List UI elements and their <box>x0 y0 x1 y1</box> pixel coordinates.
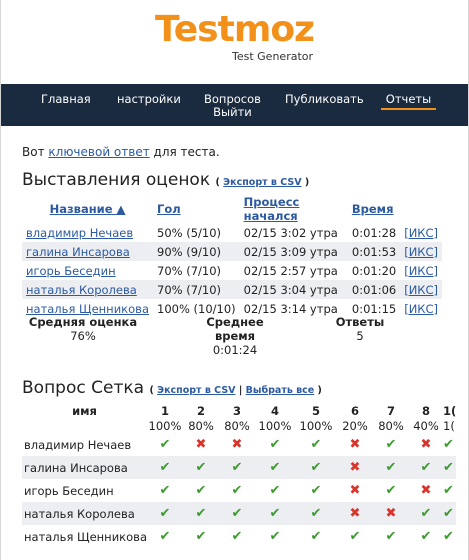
grades-export-link[interactable]: Экспорт в CSV <box>223 177 302 188</box>
separator: | <box>238 385 243 396</box>
time: 0:01:53 <box>348 242 400 261</box>
grid-cell <box>409 456 443 479</box>
question-percent: 100% <box>148 418 182 433</box>
grid-cell <box>373 456 409 479</box>
cross-icon: ✖ <box>349 483 361 498</box>
question-percent: 100% <box>299 418 333 433</box>
grid-cell <box>219 479 255 502</box>
grid-cell <box>295 525 337 548</box>
check-icon: ✔ <box>385 437 397 452</box>
nav-questions[interactable]: Вопросов Выйти <box>204 92 261 119</box>
logo[interactable] <box>0 9 469 63</box>
table-row <box>22 261 442 280</box>
check-icon: ✔ <box>269 460 281 475</box>
question-percent: 40% <box>413 418 439 433</box>
check-icon: ✔ <box>231 460 243 475</box>
check-icon: ✔ <box>385 460 397 475</box>
question-header[interactable]: 8 <box>421 404 430 418</box>
brand-name: Testmoz <box>154 9 315 50</box>
grid-cell <box>147 525 183 548</box>
question-header[interactable]: 7 <box>386 404 395 418</box>
main-nav <box>1 84 468 126</box>
check-icon: ✔ <box>159 529 171 544</box>
grid-cell <box>373 479 409 502</box>
check-icon: ✔ <box>443 529 454 544</box>
score: 50% (5/10) <box>157 225 222 240</box>
grid-cell <box>373 525 409 548</box>
grid-cell <box>219 525 255 548</box>
check-icon: ✔ <box>195 483 207 498</box>
cross-icon: ✖ <box>349 506 361 521</box>
grid-row <box>22 479 456 502</box>
question-header[interactable]: 3 <box>232 404 241 418</box>
grid-cell <box>409 433 443 456</box>
grid-student-name: наталья Щенникова <box>24 529 147 544</box>
col-name[interactable]: Название ▲ <box>49 202 126 216</box>
grid-cell <box>443 456 456 479</box>
grid-row <box>22 433 456 456</box>
grid-export-link[interactable]: Экспорт в CSV <box>157 385 236 396</box>
grid-cell <box>147 433 183 456</box>
check-icon: ✔ <box>385 483 397 498</box>
intro-suffix: для теста. <box>153 145 220 159</box>
question-percent: 20% <box>342 418 368 433</box>
grid-cell <box>409 525 443 548</box>
student-name[interactable]: игорь Беседин <box>26 263 116 278</box>
grid-cell <box>337 502 373 525</box>
grid-row <box>22 456 456 479</box>
check-icon: ✔ <box>443 437 454 452</box>
delete-link[interactable]: [ИКС] <box>404 301 438 316</box>
check-icon: ✔ <box>443 506 454 521</box>
grades-heading: Выставления оценок ( Экспорт в CSV ) <box>22 170 310 190</box>
check-icon: ✔ <box>269 437 281 452</box>
student-name[interactable]: владимир Нечаев <box>26 225 134 240</box>
check-icon: ✔ <box>420 506 432 521</box>
question-percent: 80% <box>188 418 214 433</box>
grid-title: Вопрос Сетка <box>22 378 145 398</box>
check-icon: ✔ <box>159 460 171 475</box>
question-grid <box>22 404 456 548</box>
grid-cell <box>147 502 183 525</box>
table-row <box>22 223 442 242</box>
delete-link[interactable]: [ИКС] <box>404 282 438 297</box>
summary-answers <box>325 315 395 343</box>
time: 0:01:20 <box>351 263 397 278</box>
col-score[interactable]: Гол <box>157 202 181 216</box>
score: 90% (9/10) <box>153 242 240 261</box>
delete-link[interactable]: [ИКС] <box>404 225 438 240</box>
grid-cell <box>295 479 337 502</box>
question-percent: 1( <box>443 418 455 433</box>
grid-cell <box>337 456 373 479</box>
student-name[interactable]: наталья Королева <box>26 282 137 297</box>
grid-student-name: игорь Беседин <box>24 483 114 498</box>
nav-settings[interactable]: настройки <box>117 92 181 106</box>
intro-prefix: Вот <box>22 145 45 159</box>
question-header[interactable]: 4 <box>270 404 279 418</box>
grid-student-name: владимир Нечаев <box>24 437 132 452</box>
grid-row <box>22 502 456 525</box>
grid-cell <box>219 456 255 479</box>
grid-row <box>22 525 456 548</box>
grid-cell <box>255 525 295 548</box>
delete-link[interactable]: [ИКС] <box>404 244 438 259</box>
grid-cell <box>183 456 219 479</box>
check-icon: ✔ <box>269 483 281 498</box>
check-icon: ✔ <box>159 506 171 521</box>
avg-time-value: 0:01:24 <box>212 343 258 357</box>
check-icon: ✔ <box>443 483 454 498</box>
cross-icon: ✖ <box>420 437 432 452</box>
grid-cell <box>219 502 255 525</box>
score: 100% (10/10) <box>157 301 236 316</box>
check-icon: ✔ <box>443 460 454 475</box>
question-header[interactable]: 1( <box>443 404 457 418</box>
started: 02/15 3:14 утра <box>243 301 338 316</box>
answer-key-link[interactable]: ключевой ответ <box>48 145 150 159</box>
grid-cell <box>295 433 337 456</box>
avg-score-label: Средняя оценка <box>28 315 138 329</box>
check-icon: ✔ <box>159 483 171 498</box>
started: 02/15 3:02 утра <box>243 225 338 240</box>
grid-cell <box>409 502 443 525</box>
score: 70% (7/10) <box>157 263 222 278</box>
check-icon: ✔ <box>195 529 207 544</box>
student-name[interactable]: наталья Щенникова <box>26 301 149 316</box>
grid-cell <box>443 433 456 456</box>
student-name[interactable]: галина Инсарова <box>26 244 130 259</box>
check-icon: ✔ <box>231 483 243 498</box>
question-header[interactable]: 5 <box>311 404 320 418</box>
grid-cell <box>295 456 337 479</box>
grid-cell <box>255 433 295 456</box>
grid-cell <box>337 433 373 456</box>
grid-cell <box>443 479 456 502</box>
grid-cell <box>295 502 337 525</box>
time: 0:01:06 <box>348 280 400 299</box>
nav-publish[interactable]: Публиковать <box>285 92 364 106</box>
check-icon: ✔ <box>420 529 432 544</box>
grid-student-name: галина Инсарова <box>22 456 147 479</box>
grid-cell <box>337 525 373 548</box>
grid-cell <box>337 479 373 502</box>
grid-cell <box>183 502 219 525</box>
table-row <box>22 242 442 261</box>
cross-icon: ✖ <box>385 506 397 521</box>
grid-cell <box>255 456 295 479</box>
check-icon: ✔ <box>349 529 361 544</box>
col-time[interactable]: Время <box>351 202 394 216</box>
check-icon: ✔ <box>310 460 322 475</box>
grid-cell <box>373 433 409 456</box>
cross-icon: ✖ <box>349 460 361 475</box>
avg-score-value: 76% <box>70 329 96 343</box>
cross-icon: ✖ <box>349 437 361 452</box>
grid-cell <box>183 525 219 548</box>
check-icon: ✔ <box>310 506 322 521</box>
started: 02/15 2:57 утра <box>243 263 338 278</box>
started: 02/15 3:04 утра <box>240 280 348 299</box>
grid-cell <box>183 479 219 502</box>
grid-cell <box>219 433 255 456</box>
intro-text <box>22 145 220 159</box>
started: 02/15 3:09 утра <box>240 242 348 261</box>
check-icon: ✔ <box>310 483 322 498</box>
question-percent: 80% <box>224 418 250 433</box>
grid-cell <box>409 479 443 502</box>
time: 0:01:28 <box>351 225 397 240</box>
grid-cell <box>255 479 295 502</box>
grid-cell <box>443 525 456 548</box>
score: 70% (7/10) <box>153 280 240 299</box>
grid-name-header: имя <box>72 404 97 418</box>
check-icon: ✔ <box>269 506 281 521</box>
cross-icon: ✖ <box>231 437 243 452</box>
grid-cell <box>147 479 183 502</box>
brand-tagline: Test Generator <box>232 50 314 63</box>
question-header[interactable]: 2 <box>196 404 205 418</box>
nav-home[interactable]: Главная <box>41 92 91 106</box>
question-percent: 100% <box>258 418 292 433</box>
grid-student-name: наталья Королева <box>22 502 147 525</box>
avg-time-label: Среднее время <box>206 315 264 343</box>
answers-label: Ответы <box>335 315 385 329</box>
check-icon: ✔ <box>231 529 243 544</box>
question-header[interactable]: 6 <box>350 404 359 418</box>
table-row <box>22 280 442 299</box>
check-icon: ✔ <box>195 460 207 475</box>
grid-cell <box>443 502 456 525</box>
check-icon: ✔ <box>385 529 397 544</box>
delete-link[interactable]: [ИКС] <box>404 263 438 278</box>
check-icon: ✔ <box>420 460 432 475</box>
grid-cell <box>183 433 219 456</box>
nav-reports[interactable]: Отчеты <box>381 93 436 110</box>
col-started[interactable]: Процесс начался <box>243 195 300 223</box>
grid-cell <box>255 502 295 525</box>
question-percent: 80% <box>378 418 404 433</box>
time: 0:01:15 <box>351 301 397 316</box>
cross-icon: ✖ <box>195 437 207 452</box>
summary-avg-time <box>185 315 285 357</box>
check-icon: ✔ <box>269 529 281 544</box>
grid-cell <box>373 502 409 525</box>
select-all-link[interactable]: Выбрать все <box>245 385 315 396</box>
question-header[interactable]: 1 <box>160 404 169 418</box>
grades-table <box>22 195 442 318</box>
check-icon: ✔ <box>195 506 207 521</box>
check-icon: ✔ <box>231 506 243 521</box>
summary-avg-score <box>28 315 138 343</box>
grades-title: Выставления оценок <box>22 170 211 190</box>
check-icon: ✔ <box>159 437 171 452</box>
answers-value: 5 <box>356 329 364 343</box>
grid-cell <box>147 456 183 479</box>
check-icon: ✔ <box>310 437 322 452</box>
cross-icon: ✖ <box>420 483 432 498</box>
check-icon: ✔ <box>310 529 322 544</box>
grid-heading: Вопрос Сетка ( Экспорт в CSV | Выбрать все ) <box>22 378 322 398</box>
